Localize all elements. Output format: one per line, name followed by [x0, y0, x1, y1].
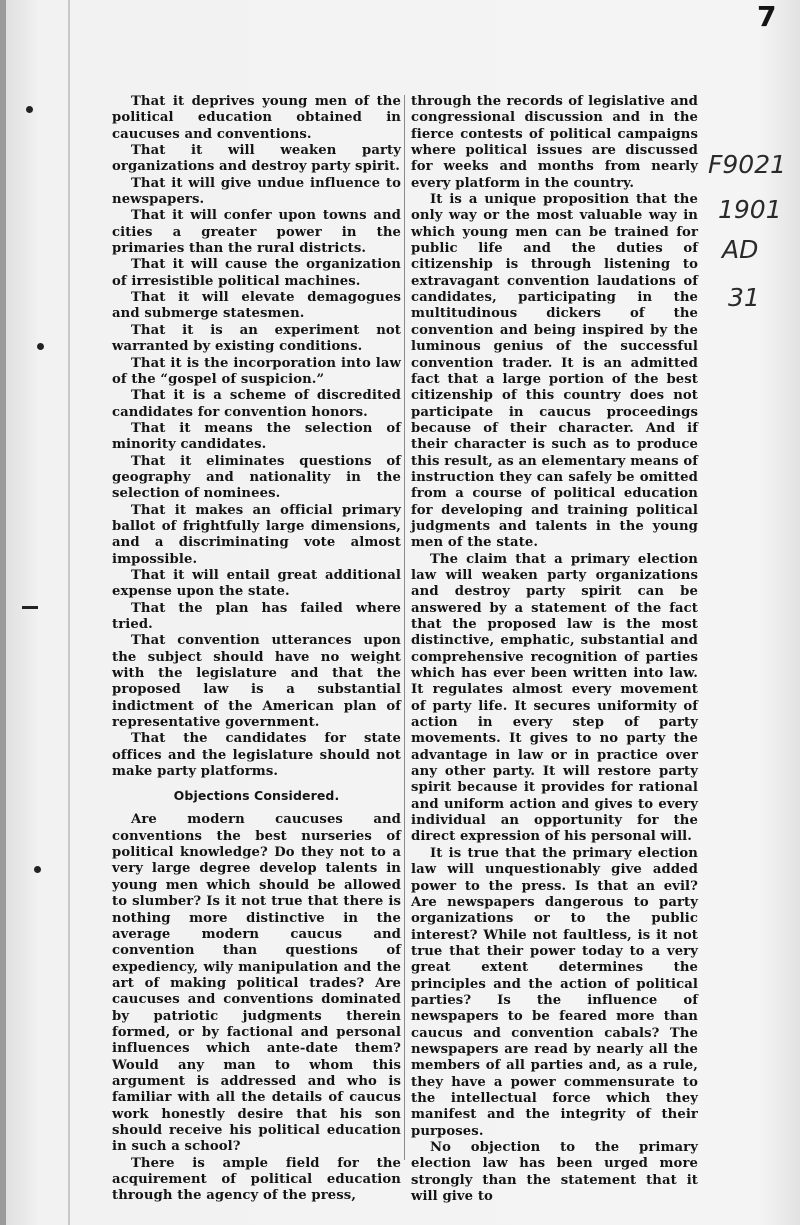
binding-hole-mark: [34, 866, 41, 873]
paragraph: That the candidates for state offices and the legislature should not make party platforms.: [112, 731, 401, 780]
objections-list: [112, 94, 401, 780]
paragraph: That it is a scheme of discredited candidates for convention honors.: [112, 388, 401, 420]
right-column: [411, 94, 698, 1205]
page-number: 7: [757, 0, 777, 33]
paragraph: That it is an experiment not warranted by existing conditions.: [112, 322, 401, 355]
paragraph: The claim that a primary election law will weaken party organizations and destroy party spirit can be answered by a statement of the fact that the proposed law is the most distinctive, emphatic, substantial and comprehensive recognition of parties which has ever been written into law. It regulates almost every movement of party life. It secures uniformity of action in every step of party movements. It gives to no party the advantage in law or in practice over any other party. It will restore party spirit because it provides for rational and uniform action and gives to every individual an opportunity for the direct expression of his personal will.: [411, 551, 698, 845]
section-heading: Objections Considered.: [173, 788, 340, 804]
right-paragraphs: [411, 192, 698, 1205]
paragraph: That it will confer upon towns and cities a greater power in the primaries than the rural districts.: [112, 208, 401, 257]
column-rule: [404, 95, 405, 1160]
continuation-paragraph: through the records of legislative and congressional discussion and in the fierce contests of political campaigns where political issues are discussed for weeks and months from nearly every platform in the country.: [411, 94, 698, 191]
scan-edge: [0, 0, 6, 1225]
paragraph: It is true that the primary election law will unquestionably give added power to the press. Is that an evil? Are newspapers dangerous to party organizations or to the public interest? While not faultless, is it not true that their power today to a very great extent determines the principles and the action of political parties? Is the influence of newspapers to be feared more than caucus and convention cabals? The newspapers are read by nearly all the members of all parties and, as a rule, they have a power commensurate to the intellectual force which they manifest and the integrity of their purposes.: [411, 845, 698, 1139]
binding-hole-mark: [26, 106, 33, 113]
objections-discussion: [112, 812, 401, 1204]
paragraph: No objection to the primary election law has been urged more strongly than the statement that it will give to: [411, 1140, 698, 1205]
paragraph: That it will entail great additional expense upon the state.: [112, 567, 401, 600]
handwritten-annotation-2: 1901: [718, 195, 782, 224]
handwritten-annotation-4: 31: [728, 283, 760, 312]
binding-mark: [22, 606, 38, 609]
paragraph: That it is the incorporation into law of the “gospel of suspicion.”: [112, 355, 401, 387]
paragraph: There is ample field for the acquirement of political education through the agency of the press,: [112, 1155, 401, 1204]
paragraph: That convention utterances upon the subject should have no weight with the legislature and that the proposed law is a substantial indictment of the American plan of representative government.: [112, 633, 401, 731]
paragraph: That it makes an official primary ballot of frightfully large dimensions, and a discriminating vote almost impossible.: [112, 502, 401, 567]
paragraph: That it means the selection of minority candidates.: [112, 420, 401, 453]
paragraph: That it will cause the organization of irresistible political machines.: [112, 257, 401, 289]
handwritten-annotation-3: AD: [722, 235, 759, 264]
paragraph: That it will weaken party organizations and destroy party spirit.: [112, 143, 401, 175]
paragraph: It is a unique proposition that the only way or the most valuable way in which young men can be trained for public life and the duties of citizenship is through listening to extravagant convention laudations of candidates, participating in the multitudinous dickers of the convention and being inspired by the luminous genius of the successful convention trader. It is an admitted fact that a large portion of the best citizenship of this country does not participate in caucus proceedings because of their character. And if their character is such as to produce this result, as an elementary means of instruction they can safely be omitted from a course of political education for developing and training political judgments and talents in the young men of the state.: [411, 192, 698, 551]
page-fold-line: [68, 0, 70, 1225]
paragraph: That the plan has failed where tried.: [112, 600, 401, 632]
paragraph: That it eliminates questions of geography and nationality in the selection of nominees.: [112, 453, 401, 502]
paragraph: That it deprives young men of the political education obtained in caucuses and conventions.: [112, 94, 401, 142]
binding-hole-mark: [37, 343, 44, 350]
paragraph: Are modern caucuses and conventions the best nurseries of political knowledge? Do they not to a very large degree develop talents in young men which should be allowed to slumber? Is it not true that there is nothing more distinctive in the average modern caucus and convention than questions of expediency, wily manipulation and the art of making political trades? Are caucuses and conventions dominated by patriotic judgments therein formed, or by factional and personal influences which ante-date them? Would any man to whom this argument is addressed and who is familiar with all the details of caucus work honestly desire that his son should receive his political education in such a school?: [112, 812, 401, 1155]
handwritten-annotation-1: F9021: [708, 150, 787, 179]
paragraph: That it will give undue influence to newspapers.: [112, 175, 401, 208]
left-column: [112, 94, 401, 1205]
paragraph: That it will elevate demagogues and submerge statesmen.: [112, 290, 401, 322]
